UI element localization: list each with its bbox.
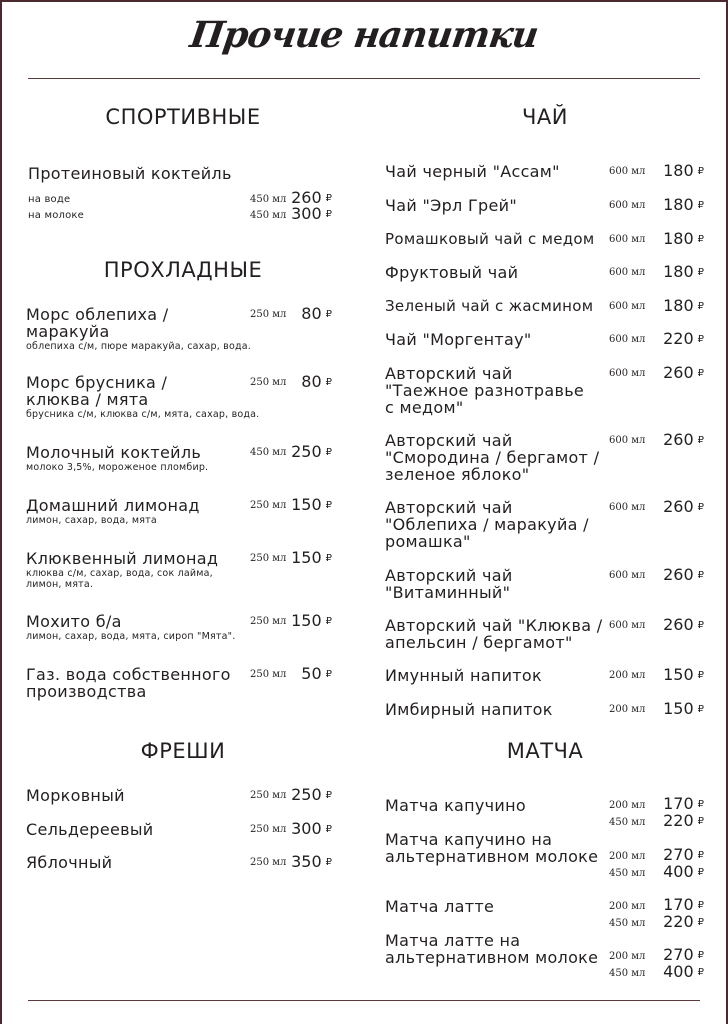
item-price (652, 296, 704, 315)
price-value: 260 (663, 565, 694, 584)
item-name: Матча латте на альтернативном молоке (385, 931, 599, 967)
price-value: 150 (291, 611, 322, 630)
price-value: 150 (291, 495, 322, 514)
ruble-sign: ₽ (697, 200, 704, 211)
item-volume: 600 мл (609, 570, 646, 581)
item-price (652, 912, 704, 931)
sport-option-volume: 450 мл (250, 210, 287, 221)
list-item (26, 373, 260, 420)
sport-option-label: на молоке (28, 210, 85, 221)
bottom-divider (28, 1000, 700, 1001)
item-name: Имбирный напиток (385, 700, 553, 719)
item-price (652, 699, 704, 718)
ruble-sign: ₽ (697, 435, 704, 446)
price-value: 170 (663, 895, 694, 914)
ruble-sign: ₽ (325, 193, 332, 204)
item-name: Морковный (26, 786, 125, 805)
price-value: 80 (301, 304, 322, 323)
item-name: Чай "Моргентау" (385, 330, 532, 349)
ruble-sign: ₽ (325, 500, 332, 511)
item-price (280, 372, 332, 391)
ruble-sign: ₽ (697, 334, 704, 345)
item-desc: лимон, сахар, вода, мята, сироп "Мята". (26, 631, 236, 642)
item-price (652, 363, 704, 382)
list-item (26, 444, 246, 473)
ruble-sign: ₽ (697, 967, 704, 978)
item-price (652, 497, 704, 516)
ruble-sign: ₽ (697, 670, 704, 681)
price-value: 260 (663, 363, 694, 382)
item-name: Сельдереевый (26, 820, 154, 839)
item-volume: 200 мл (609, 951, 646, 962)
item-name: Газ. вода собственного производства (26, 665, 231, 701)
item-volume: 600 мл (609, 620, 646, 631)
ruble-sign: ₽ (697, 166, 704, 177)
list-item (26, 666, 238, 700)
item-volume: 200 мл (609, 704, 646, 715)
item-desc: лимон, сахар, вода, мята (26, 515, 157, 526)
ruble-sign: ₽ (697, 867, 704, 878)
heading-cold: ПРОХЛАДНЫЕ (103, 258, 263, 282)
item-price (652, 195, 704, 214)
item-volume: 250 мл (250, 790, 287, 801)
item-volume: 200 мл (609, 800, 646, 811)
heading-matcha: МАТЧА (506, 739, 584, 763)
ruble-sign: ₽ (697, 799, 704, 810)
ruble-sign: ₽ (697, 570, 704, 581)
page-title: Прочие напитки (187, 14, 541, 56)
ruble-sign: ₽ (697, 267, 704, 278)
item-name: Мохито б/а (26, 612, 122, 631)
item-price (652, 665, 704, 684)
item-price (652, 262, 704, 281)
item-volume: 250 мл (250, 857, 287, 868)
item-volume: 450 мл (609, 918, 646, 929)
price-value: 180 (663, 296, 694, 315)
ruble-sign: ₽ (697, 368, 704, 379)
price-value: 400 (663, 862, 694, 881)
heading-sport: СПОРТИВНЫЕ (105, 105, 261, 129)
item-price (652, 862, 704, 881)
item-name: Ромашковый чай с медом (385, 230, 595, 248)
price-value: 300 (291, 819, 322, 838)
price-value: 400 (663, 962, 694, 981)
ruble-sign: ₽ (325, 669, 332, 680)
ruble-sign: ₽ (697, 620, 704, 631)
item-volume: 600 мл (609, 368, 646, 379)
ruble-sign: ₽ (325, 824, 332, 835)
item-name: Яблочный (26, 853, 113, 872)
item-price (652, 161, 704, 180)
item-volume: 600 мл (609, 301, 646, 312)
item-price (280, 785, 332, 804)
price-value: 270 (663, 945, 694, 964)
item-desc: облепиха с/м, пюре маракуйа, сахар, вода. (26, 341, 251, 352)
page-frame-top (0, 0, 728, 2)
item-desc: брусника с/м, клюква с/м, мята, сахар, вода. (26, 409, 260, 420)
item-price (280, 819, 332, 838)
price-value: 260 (663, 497, 694, 516)
item-price (280, 495, 332, 514)
item-volume: 450 мл (250, 447, 287, 458)
item-name: Матча латте (385, 897, 495, 916)
price-value: 180 (663, 229, 694, 248)
item-volume: 450 мл (609, 817, 646, 828)
item-volume: 600 мл (609, 334, 646, 345)
price-value: 180 (663, 262, 694, 281)
sport-option-label: на воде (28, 194, 71, 205)
price-value: 270 (663, 845, 694, 864)
item-price (280, 304, 332, 323)
ruble-sign: ₽ (697, 850, 704, 861)
item-name: Зеленый чай с жасмином (385, 297, 594, 315)
item-volume: 250 мл (250, 553, 287, 564)
item-name: Матча капучино на альтернативном молоке (385, 830, 599, 866)
ruble-sign: ₽ (697, 704, 704, 715)
price-value: 220 (663, 329, 694, 348)
item-name: Фруктовый чай (385, 263, 519, 282)
item-volume: 250 мл (250, 377, 287, 388)
item-volume: 250 мл (250, 500, 287, 511)
item-volume: 250 мл (250, 309, 287, 320)
ruble-sign: ₽ (697, 900, 704, 911)
item-price (652, 430, 704, 449)
ruble-sign: ₽ (697, 816, 704, 827)
item-price (652, 229, 704, 248)
ruble-sign: ₽ (697, 502, 704, 513)
price-value: 260 (663, 615, 694, 634)
ruble-sign: ₽ (325, 377, 332, 388)
item-name: Морс брусника / клюква / мята (26, 373, 168, 409)
item-price (280, 664, 332, 683)
price-value: 180 (663, 195, 694, 214)
list-item (26, 613, 246, 642)
item-price (652, 329, 704, 348)
item-name: Морс облепиха / маракуйа (26, 305, 169, 341)
list-item (26, 497, 246, 526)
item-volume: 250 мл (250, 669, 287, 680)
ruble-sign: ₽ (697, 950, 704, 961)
item-name: Чай "Эрл Грей" (385, 196, 517, 215)
item-volume: 450 мл (609, 968, 646, 979)
item-desc: клюква с/м, сахар, вода, сок лайма, лимон, мята. (26, 568, 213, 590)
ruble-sign: ₽ (697, 234, 704, 245)
price-value: 150 (663, 699, 694, 718)
price-value: 220 (663, 912, 694, 931)
price-value: 50 (301, 664, 322, 683)
price-value: 80 (301, 372, 322, 391)
item-name: Авторский чай "Витаминный" (385, 566, 513, 602)
sport-item-name: Протеиновый коктейль (28, 164, 232, 183)
item-volume: 600 мл (609, 166, 646, 177)
top-divider (28, 78, 700, 79)
item-volume: 600 мл (609, 200, 646, 211)
item-name: Имунный напиток (385, 666, 542, 685)
item-volume: 250 мл (250, 616, 287, 627)
item-volume: 600 мл (609, 435, 646, 446)
item-price (652, 615, 704, 634)
price-value: 170 (663, 794, 694, 813)
price-value: 350 (291, 852, 322, 871)
ruble-sign: ₽ (697, 917, 704, 928)
item-name: Матча капучино (385, 796, 526, 815)
heading-tea: ЧАЙ (522, 105, 568, 129)
ruble-sign: ₽ (325, 447, 332, 458)
ruble-sign: ₽ (325, 616, 332, 627)
list-item (26, 550, 246, 590)
item-volume: 250 мл (250, 824, 287, 835)
sport-option-volume: 450 мл (250, 194, 287, 205)
item-price (652, 565, 704, 584)
sport-option-price (280, 204, 332, 223)
ruble-sign: ₽ (325, 309, 332, 320)
item-name: Авторский чай "Облепиха / маракуйа / ромашка" (385, 498, 589, 551)
item-name: Авторский чай "Смородина / бергамот / зеленое яблоко" (385, 431, 600, 484)
item-price (280, 852, 332, 871)
item-name: Домашний лимонад (26, 496, 200, 515)
ruble-sign: ₽ (697, 301, 704, 312)
price-value: 150 (291, 548, 322, 567)
item-volume: 450 мл (609, 868, 646, 879)
item-volume: 200 мл (609, 901, 646, 912)
ruble-sign: ₽ (325, 790, 332, 801)
item-name: Молочный коктейль (26, 443, 202, 462)
item-volume: 600 мл (609, 502, 646, 513)
item-volume: 200 мл (609, 851, 646, 862)
price-value: 150 (663, 665, 694, 684)
item-price (280, 611, 332, 630)
item-price (280, 548, 332, 567)
item-price (652, 962, 704, 981)
item-volume: 200 мл (609, 670, 646, 681)
price-value: 250 (291, 785, 322, 804)
page-frame-left (0, 0, 2, 1024)
item-volume: 600 мл (609, 267, 646, 278)
heading-fresh: ФРЕШИ (140, 739, 226, 763)
price-value: 260 (663, 430, 694, 449)
list-item (26, 305, 251, 352)
item-name: Авторский чай "Клюква / апельсин / бергамот" (385, 616, 603, 652)
price-value: 300 (291, 204, 322, 223)
ruble-sign: ₽ (325, 857, 332, 868)
item-name: Клюквенный лимонад (26, 549, 219, 568)
price-value: 220 (663, 811, 694, 830)
price-value: 180 (663, 161, 694, 180)
item-name: Чай черный "Ассам" (385, 162, 560, 181)
item-price (280, 442, 332, 461)
price-value: 260 (291, 188, 322, 207)
item-volume: 600 мл (609, 234, 646, 245)
price-value: 250 (291, 442, 322, 461)
item-price (652, 811, 704, 830)
ruble-sign: ₽ (325, 209, 332, 220)
item-name: Авторский чай "Таежное разнотравье с медом" (385, 364, 585, 417)
item-desc: молоко 3,5%, мороженое пломбир. (26, 462, 209, 473)
ruble-sign: ₽ (325, 553, 332, 564)
